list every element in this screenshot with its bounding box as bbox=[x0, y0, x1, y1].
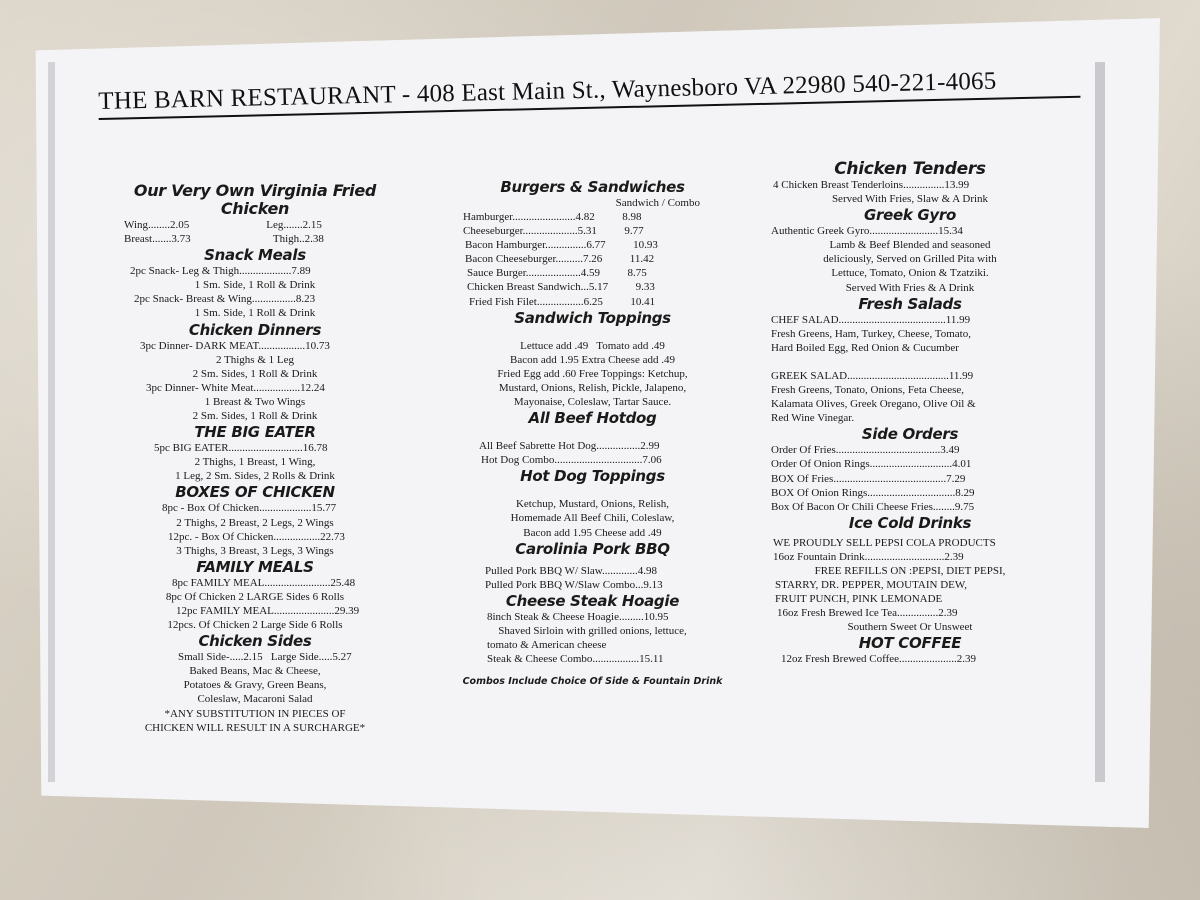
menu-line: 8pc FAMILY MEAL........................25.48 bbox=[172, 576, 356, 589]
section-title-sandwich-toppings: Sandwich Toppings bbox=[514, 308, 671, 327]
menu-line: deliciously, Served on Grilled Pita with bbox=[823, 253, 997, 266]
menu-line: Order Of Fries......................................3.49 bbox=[771, 444, 960, 457]
menu-line: Fresh Greens, Ham, Turkey, Cheese, Tomato, bbox=[771, 327, 971, 340]
section-title-greek-gyro: Greek Gyro bbox=[863, 206, 957, 225]
menu-line: Authentic Greek Gyro.........................15.34 bbox=[771, 225, 963, 238]
section-title-fresh-salads: Fresh Salads bbox=[858, 294, 962, 313]
menu-line: Potatoes & Gravy, Green Beans, bbox=[183, 679, 327, 692]
menu-line: Breast.......3.73 Thigh..2.38 bbox=[124, 233, 324, 246]
menu-line: Mustard, Onions, Relish, Pickle, Jalapeno, bbox=[498, 381, 687, 394]
menu-line: 12pc. - Box Of Chicken.................22.73 bbox=[168, 530, 345, 543]
menu-line: 3 Thighs, 3 Breast, 3 Legs, 3 Wings bbox=[176, 544, 334, 557]
menu-line: Bacon add 1.95 Cheese add .49 bbox=[523, 526, 662, 539]
section-title-fried-chicken: Our Very Own Virginia Fried Chicken bbox=[133, 181, 377, 218]
section-title-big-eater: THE BIG EATER bbox=[194, 423, 316, 442]
section-title-ice-cold-drinks: Ice Cold Drinks bbox=[848, 513, 972, 532]
section-title-side-orders: Side Orders bbox=[861, 425, 959, 444]
menu-line: Chicken Breast Sandwich...5.17 9.33 bbox=[467, 281, 655, 294]
menu-line: Pulled Pork BBQ W/Slaw Combo...9.13 bbox=[485, 578, 663, 591]
menu-line: Southern Sweet Or Unsweet bbox=[847, 621, 973, 634]
restaurant-title: THE BARN RESTAURANT - 408 East Main St., Waynesboro VA 22980 540-221-4065 bbox=[98, 67, 997, 115]
menu-line: Order Of Onion Rings..............................4.01 bbox=[771, 458, 972, 471]
section-title-snack-meals: Snack Meals bbox=[204, 246, 306, 265]
section-title-cheese-steak-hoagie: Cheese Steak Hoagie bbox=[505, 591, 680, 610]
menu-line: tomato & American cheese bbox=[487, 638, 607, 651]
menu-line: CHEF SALAD.......................................11.99 bbox=[771, 313, 971, 326]
menu-line: Served With Fries & A Drink bbox=[845, 281, 975, 294]
menu-line: 8pc Of Chicken 2 LARGE Sides 6 Rolls bbox=[165, 590, 345, 603]
menu-line: FRUIT PUNCH, PINK LEMONADE bbox=[775, 593, 943, 606]
menu-line: 1 Sm. Side, 1 Roll & Drink bbox=[194, 307, 316, 320]
menu-line: 16oz Fresh Brewed Ice Tea...............2.39 bbox=[777, 607, 958, 620]
section-title-all-beef-hotdog: All Beef Hotdog bbox=[528, 409, 657, 428]
section-title-pork-bbq: Carolinia Pork BBQ bbox=[515, 539, 670, 558]
menu-line: 2 Sm. Sides, 1 Roll & Drink bbox=[192, 367, 318, 380]
menu-line: Bacon Cheeseburger..........7.26 11.42 bbox=[465, 253, 655, 266]
menu-line: Hard Boiled Egg, Red Onion & Cucumber bbox=[771, 341, 959, 354]
menu-line: Lettuce, Tomato, Onion & Tzatziki. bbox=[831, 267, 989, 280]
menu-line: 2 Sm. Sides, 1 Roll & Drink bbox=[192, 410, 318, 423]
menu-line: Homemade All Beef Chili, Coleslaw, bbox=[510, 512, 675, 525]
menu-line: 1 Sm. Side, 1 Roll & Drink bbox=[194, 279, 316, 292]
menu-line: Pulled Pork BBQ W/ Slaw.............4.98 bbox=[485, 564, 658, 577]
menu-line: Fresh Greens, Tonato, Onions, Feta Cheese, bbox=[771, 384, 965, 397]
menu-line: 3pc Dinner- DARK MEAT.................10.73 bbox=[140, 339, 330, 352]
menu-line: Cheeseburger....................5.31 9.77 bbox=[463, 225, 644, 238]
section-title-burgers: Burgers & Sandwiches bbox=[500, 178, 685, 196]
menu-line: 1 Leg, 2 Sm. Sides, 2 Rolls & Drink bbox=[175, 470, 335, 483]
menu-line: 8inch Steak & Cheese Hoagie.........10.95 bbox=[487, 610, 669, 623]
menu-line: FREE REFILLS ON :PEPSI, DIET PEPSI, bbox=[814, 564, 1006, 577]
section-title-family-meals: FAMILY MEALS bbox=[196, 557, 314, 576]
combo-footnote: Combos Include Choice Of Side & Fountain Drink bbox=[462, 676, 723, 688]
menu-line: Steak & Cheese Combo.................15.11 bbox=[487, 653, 664, 666]
menu-line: Fried Fish Filet.................6.25 10.41 bbox=[469, 295, 656, 308]
menu-line: BOX Of Onion Rings................................8.29 bbox=[771, 486, 975, 499]
menu-line: 8pc - Box Of Chicken...................15.77 bbox=[162, 502, 337, 515]
menu-line: 2 Thighs & 1 Leg bbox=[215, 353, 294, 366]
menu-line: Small Side-.....2.15 Large Side.....5.27 bbox=[178, 651, 352, 664]
menu-line: 2 Thighs, 2 Breast, 2 Legs, 2 Wings bbox=[176, 516, 334, 529]
menu-line: Wing........2.05 Leg.......2.15 bbox=[124, 219, 322, 231]
menu-line: Bacon Hamburger...............6.77 10.93 bbox=[465, 239, 658, 252]
menu-column-middle bbox=[455, 160, 730, 687]
menu-line: 2pc Snack- Leg & Thigh...................7.89 bbox=[130, 265, 311, 278]
menu-line: Lettuce add .49 Tomato add .49 bbox=[520, 339, 665, 352]
menu-line: 2pc Snack- Breast & Wing................8.23 bbox=[134, 293, 316, 306]
menu-line: Mayonaise, Coleslaw, Tartar Sauce. bbox=[513, 396, 672, 409]
menu-line: 12pc FAMILY MEAL......................29.39 bbox=[176, 604, 360, 617]
section-title-chicken-tenders: Chicken Tenders bbox=[834, 159, 986, 179]
menu-line: Baked Beans, Mac & Cheese, bbox=[189, 665, 321, 678]
menu-line: Coleslaw, Macaroni Salad bbox=[197, 693, 313, 706]
section-title-chicken-sides: Chicken Sides bbox=[198, 632, 312, 651]
menu-line: 4 Chicken Breast Tenderloins...............13.99 bbox=[773, 179, 970, 191]
menu-line: 5pc BIG EATER...........................16.78 bbox=[154, 442, 328, 455]
menu-line: Sauce Burger....................4.59 8.75 bbox=[467, 267, 647, 280]
section-title-boxes-of-chicken: BOXES OF CHICKEN bbox=[175, 483, 335, 502]
menu-line: WE PROUDLY SELL PEPSI COLA PRODUCTS bbox=[773, 536, 996, 549]
menu-line: 3pc Dinner- White Meat.................12.24 bbox=[146, 381, 325, 394]
column-header-sandwich-combo: Sandwich / Combo bbox=[615, 197, 700, 209]
menu-line: Red Wine Vinegar. bbox=[771, 412, 855, 425]
menu-line: CHICKEN WILL RESULT IN A SURCHARGE* bbox=[144, 721, 366, 734]
menu-line: Bacon add 1.95 Extra Cheese add .49 bbox=[510, 353, 675, 366]
menu-line: *ANY SUBSTITUTION IN PIECES OF bbox=[164, 707, 346, 720]
menu-line: 2 Thighs, 1 Breast, 1 Wing, bbox=[194, 456, 316, 469]
menu-line: Served With Fries, Slaw & A Drink bbox=[831, 193, 989, 206]
menu-line: Lamb & Beef Blended and seasoned bbox=[829, 239, 991, 252]
menu-line: Shaved Sirloin with grilled onions, lettuce, bbox=[498, 624, 687, 637]
menu-line: BOX Of Fries.........................................7.29 bbox=[771, 472, 966, 485]
menu-line: GREEK SALAD.....................................11.99 bbox=[771, 369, 974, 382]
menu-column-left bbox=[110, 160, 400, 735]
section-title-hot-coffee: HOT COFFEE bbox=[858, 634, 962, 653]
menu-line: Hot Dog Combo................................7.06 bbox=[481, 454, 662, 467]
menu-line: Fried Egg add .60 Free Toppings: Ketchup, bbox=[497, 367, 688, 380]
section-title-chicken-dinners: Chicken Dinners bbox=[188, 320, 322, 339]
menu-column-right bbox=[765, 160, 1055, 667]
menu-line: STARRY, DR. PEPPER, MOUTAIN DEW, bbox=[775, 579, 967, 592]
menu-line: 1 Breast & Two Wings bbox=[204, 395, 306, 408]
menu-line: 16oz Fountain Drink.............................2.39 bbox=[773, 550, 964, 563]
menu-line: 12pcs. Of Chicken 2 Large Side 6 Rolls bbox=[167, 619, 343, 632]
menu-line: 12oz Fresh Brewed Coffee.....................2.39 bbox=[781, 653, 977, 666]
menu-line: Box Of Bacon Or Chili Cheese Fries........9.75 bbox=[771, 500, 975, 513]
menu-line: Kalamata Olives, Greek Oregano, Olive Oil & bbox=[771, 398, 976, 411]
menu-line: Ketchup, Mustard, Onions, Relish, bbox=[515, 498, 670, 511]
section-title-hot-dog-toppings: Hot Dog Toppings bbox=[520, 467, 665, 486]
menu-line: Hamburger.......................4.82 8.98 bbox=[463, 211, 642, 223]
menu-line: All Beef Sabrette Hot Dog................2.99 bbox=[479, 440, 660, 453]
